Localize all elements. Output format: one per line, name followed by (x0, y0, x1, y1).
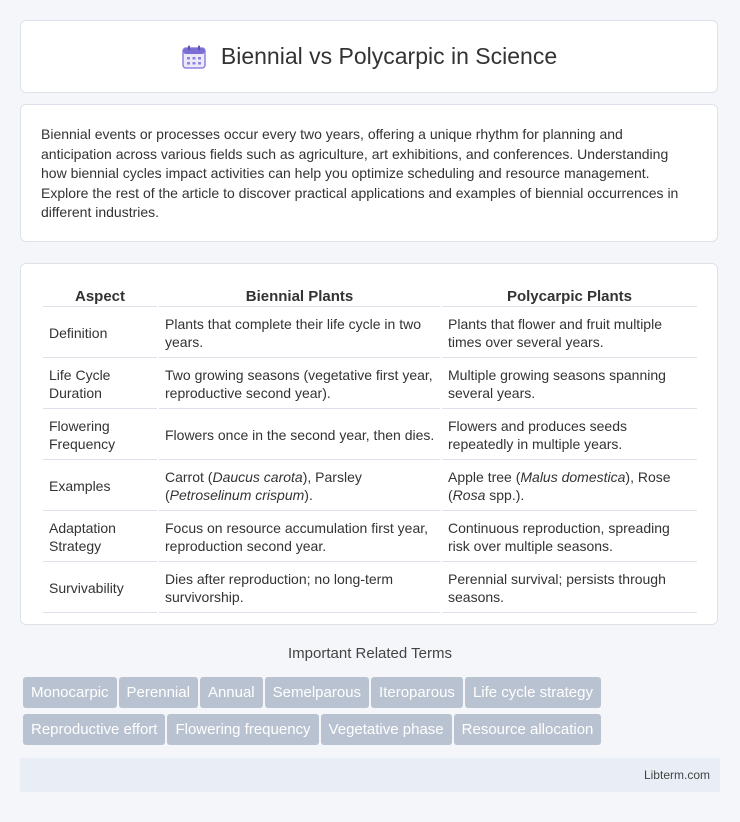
table-row (43, 564, 697, 613)
row-biennial: Flowers once in the second year, then dies. (159, 411, 440, 460)
row-aspect: Adaptation Strategy (43, 513, 157, 562)
row-polycarpic: Plants that flower and fruit multiple times over several years. (442, 309, 697, 358)
tag-monocarpic[interactable]: Monocarpic (23, 677, 117, 708)
tag-annual[interactable]: Annual (200, 677, 263, 708)
table-row (43, 411, 697, 460)
tag-vegetative-phase[interactable]: Vegetative phase (321, 714, 452, 745)
calendar-icon (181, 44, 207, 70)
row-biennial: Dies after reproduction; no long-term survivorship. (159, 564, 440, 613)
row-aspect: Flowering Frequency (43, 411, 157, 460)
row-biennial: Two growing seasons (vegetative first year, reproductive second year). (159, 360, 440, 409)
row-biennial: Carrot (Daucus carota), Parsley (Petroselinum crispum). (159, 462, 440, 511)
tag-semelparous[interactable]: Semelparous (265, 677, 369, 708)
table-row (43, 513, 697, 562)
header-aspect: Aspect (43, 286, 157, 307)
table-row (43, 360, 697, 409)
tag-iteroparous[interactable]: Iteroparous (371, 677, 463, 708)
footer-site-link[interactable]: Libterm.com (643, 768, 710, 782)
row-polycarpic: Perennial survival; persists through seasons. (442, 564, 697, 613)
tag-perennial[interactable]: Perennial (119, 677, 198, 708)
tag-resource-allocation[interactable]: Resource allocation (454, 714, 602, 745)
comparison-card (20, 263, 718, 625)
table-row (43, 462, 697, 511)
row-polycarpic: Apple tree (Malus domestica), Rose (Rosa spp.). (442, 462, 697, 511)
tag-reproductive-effort[interactable]: Reproductive effort (23, 714, 165, 745)
table-row (43, 309, 697, 358)
comparison-table (41, 284, 699, 615)
tag-life-cycle-strategy[interactable]: Life cycle strategy (465, 677, 601, 708)
header-biennial: Biennial Plants (159, 286, 440, 307)
row-polycarpic: Multiple growing seasons spanning several years. (442, 360, 697, 409)
intro-card (20, 104, 718, 242)
row-biennial: Focus on resource accumulation first year, reproduction second year. (159, 513, 440, 562)
footer (20, 758, 720, 792)
row-aspect: Examples (43, 462, 157, 511)
row-polycarpic: Continuous reproduction, spreading risk over multiple seasons. (442, 513, 697, 562)
row-aspect: Survivability (43, 564, 157, 613)
row-aspect: Life Cycle Duration (43, 360, 157, 409)
page-title: Biennial vs Polycarpic in Science (220, 43, 558, 69)
related-terms-list (23, 677, 723, 751)
row-biennial: Plants that complete their life cycle in two years. (159, 309, 440, 358)
table-header-row (43, 286, 697, 307)
title-card (20, 20, 718, 93)
row-aspect: Definition (43, 309, 157, 358)
header-polycarpic: Polycarpic Plants (442, 286, 697, 307)
row-polycarpic: Flowers and produces seeds repeatedly in multiple years. (442, 411, 697, 460)
related-terms-title: Important Related Terms (288, 645, 452, 662)
intro-paragraph: Biennial events or processes occur every two years, offering a unique rhythm for planning and anticipation across various fields such as agriculture, art exhibitions, and conferences. Understanding how biennial cycles impact activities can help you optimize scheduling and resource management. Explore the rest of the article to discover practical applications and examples of biennial occurrences in different industries. (41, 126, 679, 221)
tag-flowering-frequency[interactable]: Flowering frequency (167, 714, 318, 745)
